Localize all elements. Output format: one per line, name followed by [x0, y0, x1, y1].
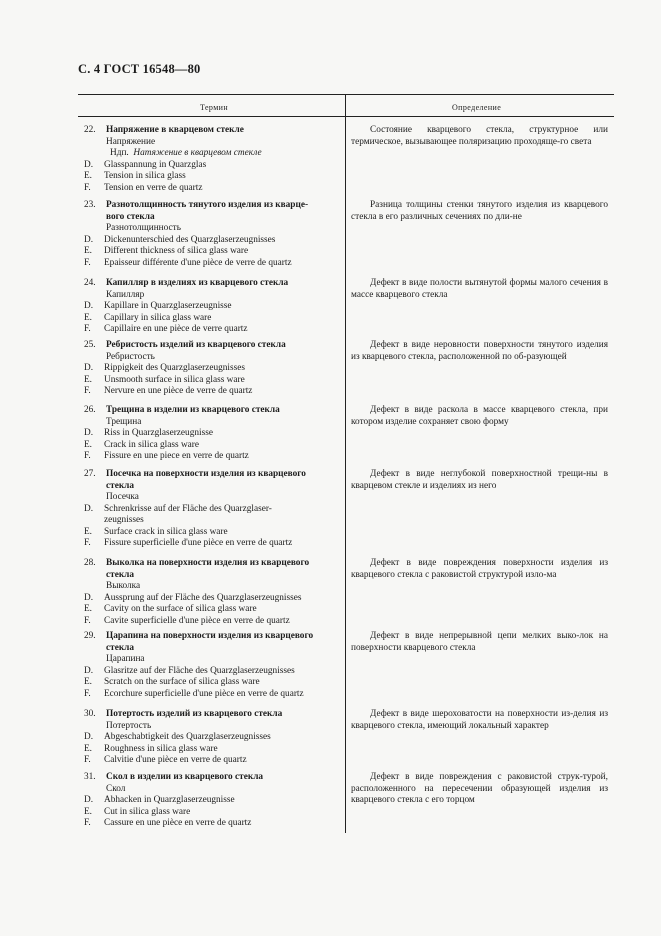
term-french: F. Epaisseur différente d'une pièce de verre de quartz: [84, 257, 292, 268]
definition-cell: [351, 558, 608, 581]
term-german: D. Abhacken in Quarzglaserzeugnisse: [84, 795, 235, 805]
french-equivalent: Cassure en une pièce en verre de quartz: [104, 818, 252, 828]
definition-cell: [351, 200, 608, 223]
term-title: Потертость изделий из кварцевого стекла: [106, 709, 283, 719]
term-french: F. Fissure en une piece en verre de quartz: [84, 451, 249, 461]
english-equivalent: Different thickness of silica glass ware: [104, 246, 249, 256]
german-equivalent: Glasspannung in Quarzglas: [104, 159, 207, 170]
definition-text: Состояние кварцевого стекла, структурное или термическое, вызывающее поляризацию проходяще-го света: [351, 125, 608, 147]
definition-cell: [351, 469, 608, 492]
term-title-line: [84, 558, 342, 570]
term-cell: [84, 631, 342, 700]
term-cell: [84, 278, 342, 336]
term-short-form: Напряжение: [106, 136, 156, 147]
definition-cell: [351, 125, 608, 148]
french-equivalent: Calvitie d'une pièce en verre de quartz: [104, 755, 247, 765]
term-title-line: [84, 200, 342, 212]
table-top-rule: [78, 94, 614, 95]
term-title: Трещина в изделии из кварцевого стекла: [106, 405, 280, 415]
term-number: 28.: [84, 558, 96, 568]
english-equivalent: Tension in silica glass: [104, 171, 186, 181]
term-short-form: Скол: [106, 783, 126, 794]
term-short-form: Ребристость: [106, 351, 155, 362]
page-header: С. 4 ГОСТ 16548—80: [78, 62, 201, 76]
term-short-form: Трещина: [106, 416, 142, 427]
term-cell: [84, 125, 342, 194]
german-equivalent: Abhacken in Quarzglaserzeugnisse: [104, 795, 235, 805]
german-equivalent: Aussprung auf der Fläche des Quarzglaserzeugnisses: [104, 592, 302, 603]
term-title-continuation: стекла: [106, 642, 135, 653]
definition-text: Разница толщины стенки тянутого изделия из кварцевого стекла в его различных сечениях по дли-не: [351, 200, 608, 222]
term-title: Царапина на поверхности изделия из кварцевого: [106, 631, 314, 641]
definition-cell: [351, 278, 608, 301]
definition-text: Дефект в виде полости вытянутой формы малого сечения в массе кварцевого стекла: [351, 278, 608, 300]
term-french: F. Calvitie d'une pièce en verre de quartz: [84, 755, 247, 765]
term-german: D. Glasspannung in Quarzglas: [84, 159, 207, 170]
german-equivalent: Dickenunterschied des Quarzglaserzeugnisses: [104, 234, 276, 245]
term-short-form: Капилляр: [106, 289, 145, 300]
term-title: Выколка на поверхности изделия из кварцевого: [106, 558, 310, 568]
french-equivalent: Epaisseur différente d'une pièce de verre de quartz: [104, 257, 292, 268]
german-equivalent: Schrenkrisse auf der Fläche des Quarzglaser-: [104, 503, 272, 514]
french-equivalent: Fissure superficielle d'une pièce en verre de quartz: [104, 538, 293, 548]
term-number: 25.: [84, 340, 96, 350]
german-equivalent: Rippigkeit des Quarzglaserzeugnisses: [104, 363, 245, 373]
term-english: E. Cut in silica glass ware: [84, 806, 191, 817]
header-rule: [78, 116, 614, 117]
term-cell: [84, 772, 342, 830]
term-title: Капилляр в изделиях из кварцевого стекла: [106, 278, 289, 288]
term-english: E. Tension in silica glass: [84, 171, 186, 181]
term-french: F. Tension en verre de quartz: [84, 182, 203, 193]
term-french: F. Cassure en une pièce en verre de quartz: [84, 818, 252, 828]
french-equivalent: Capillaire en une pièce de verre quartz: [104, 324, 248, 334]
term-french: F. Cavite superficielle d'une pièce en verre de quartz: [84, 615, 290, 626]
term-title-line: [84, 631, 342, 643]
term-title-line: [84, 405, 342, 417]
german-continuation: zeugnisses: [104, 515, 144, 525]
term-title-continuation: вого стекла: [106, 211, 155, 222]
term-title: Ребристость изделий из кварцевого стекла: [106, 340, 286, 350]
term-short-form: Разнотолщинность: [106, 223, 181, 233]
german-equivalent: Abgeschabtigkeit des Quarzglaserzeugnisses: [104, 732, 271, 742]
term-german: D. Kapillare in Quarzglaserzeugnisse: [84, 301, 232, 311]
definition-text: Дефект в виде повреждения поверхности изделия из кварцевого стекла с раковистой структурой изло-ма: [351, 558, 608, 580]
term-number: 23.: [84, 200, 96, 210]
term-cell: [84, 709, 342, 767]
term-number: 24.: [84, 278, 96, 288]
term-german: D. Riss in Quarzglaserzeugnisse: [84, 428, 213, 438]
term-title-line: [84, 125, 342, 137]
term-french: F. Capillaire en une pièce de verre quartz: [84, 324, 248, 334]
english-equivalent: Cut in silica glass ware: [104, 806, 191, 817]
french-equivalent: Nervure en une pièce de verre de quartz: [104, 386, 253, 396]
term-short-form: Посечка: [106, 492, 139, 502]
term-title: Напряжение в кварцевом стекле: [106, 125, 244, 135]
definition-text: Дефект в виде раскола в массе кварцевого стекла, при котором изделие сохраняет свою форму: [351, 405, 608, 427]
term-number: 26.: [84, 405, 96, 415]
term-number: 30.: [84, 709, 96, 719]
term-cell: [84, 558, 342, 627]
definition-cell: [351, 772, 608, 807]
term-title-line: [84, 709, 342, 721]
english-equivalent: Surface crack in silica glass ware: [104, 526, 228, 537]
term-english: E. Capillary in silica glass ware: [84, 312, 212, 323]
english-equivalent: Unsmooth surface in silica glass ware: [104, 374, 245, 385]
term-french: F. Fissure superficielle d'une pièce en verre de quartz: [84, 538, 293, 548]
term-german: D. Dickenunterschied des Quarzglaserzeugnisses: [84, 234, 276, 245]
term-german: D. Abgeschabtigkeit des Quarzglaserzeugnisses: [84, 732, 271, 742]
term-english: E. Cavity on the surface of silica glass ware: [84, 604, 257, 614]
term-title-continuation: стекла: [106, 569, 135, 580]
term-title-line: [84, 340, 342, 352]
term-english: E. Crack in silica glass ware: [84, 439, 200, 450]
term-english: E. Roughness in silica glass ware: [84, 743, 218, 754]
french-equivalent: Cavite superficielle d'une pièce en verre de quartz: [104, 615, 290, 626]
term-german: D. Rippigkeit des Quarzglaserzeugnisses: [84, 363, 245, 373]
term-title-continuation: стекла: [106, 480, 135, 491]
term-german: D. Aussprung auf der Fläche des Quarzglaserzeugnisses: [84, 592, 302, 603]
german-equivalent: Glasritze auf der Fläche des Quarzglaserzeugnisses: [104, 665, 295, 676]
term-german: D. Schrenkrisse auf der Fläche des Quarzglaser-: [84, 503, 272, 514]
definition-text: Дефект в виде неглубокой поверхностной трещи-ны в кварцевом стекле и изделиях из него: [351, 469, 608, 491]
german-equivalent: Riss in Quarzglaserzeugnisse: [104, 428, 213, 438]
definition-cell: [351, 405, 608, 428]
term-short-form: Царапина: [106, 654, 145, 664]
term-french: F. Ecorchure superficielle d'une pièce en verre de quartz: [84, 688, 304, 699]
term-english: E. Different thickness of silica glass ware: [84, 246, 249, 256]
definition-cell: [351, 709, 608, 732]
definition-text: Дефект в виде непрерывной цепи мелких выко-лок на поверхности кварцевого стекла: [351, 631, 608, 653]
term-number: 27.: [84, 469, 96, 479]
term-short-form: Потертость: [106, 720, 152, 731]
definition-text: Дефект в виде неровности поверхности тянутого изделия из кварцевого стекла, расположенной по об-разующей: [351, 340, 608, 362]
term-title-line: [84, 469, 342, 481]
definition-cell: [351, 631, 608, 654]
term-title: Разнотолщинность тянутого изделия из кварце-: [106, 200, 309, 210]
french-equivalent: Tension en verre de quartz: [104, 182, 203, 193]
definition-text: Дефект в виде повреждения с раковистой струк-турой, расположенного на пересечении образующей изделия из кварцевого стекла с его торцом: [351, 772, 608, 805]
english-equivalent: Roughness in silica glass ware: [104, 743, 218, 754]
definition-cell: [351, 340, 608, 363]
definition-text: Дефект в виде шероховатости на поверхности из-делия из кварцевого стекла, имеющий локальный характер: [351, 709, 608, 731]
ndp-label: Ндп.: [110, 148, 129, 158]
column-divider: [345, 94, 346, 833]
term-ndp: [84, 148, 342, 160]
english-equivalent: Cavity on the surface of silica glass ware: [104, 604, 257, 614]
term-title-line: [84, 772, 342, 784]
term-title: Посечка на поверхности изделия из кварцевого: [106, 469, 306, 479]
term-english: E. Unsmooth surface in silica glass ware: [84, 374, 245, 385]
term-short-form: Выколка: [106, 581, 141, 591]
english-equivalent: Scratch on the surface of silica glass ware: [104, 677, 260, 687]
term-german: D. Glasritze auf der Fläche des Quarzglaserzeugnisses: [84, 665, 295, 676]
english-equivalent: Capillary in silica glass ware: [104, 312, 212, 323]
term-cell: [84, 340, 342, 398]
french-equivalent: Fissure en une piece en verre de quartz: [104, 451, 249, 461]
term-number: 31.: [84, 772, 96, 782]
german-equivalent: Kapillare in Quarzglaserzeugnisse: [104, 301, 232, 311]
term-french: F. Nervure en une pièce de verre de quartz: [84, 386, 253, 396]
column-header-term: Термин: [200, 103, 229, 112]
term-title: Скол в изделии из кварцевого стекла: [106, 772, 264, 782]
term-cell: [84, 405, 342, 463]
term-english: E. Scratch on the surface of silica glass ware: [84, 677, 260, 687]
term-cell: [84, 200, 342, 269]
english-equivalent: Crack in silica glass ware: [104, 439, 200, 450]
ndp-term: Натяжение в кварцевом стекле: [133, 148, 262, 158]
term-number: 29.: [84, 631, 96, 641]
term-number: 22.: [84, 125, 96, 135]
term-title-line: [84, 278, 342, 290]
term-english: E. Surface crack in silica glass ware: [84, 526, 228, 537]
french-equivalent: Ecorchure superficielle d'une pièce en verre de quartz: [104, 688, 304, 699]
column-header-definition: Определение: [452, 103, 502, 112]
term-cell: [84, 469, 342, 550]
